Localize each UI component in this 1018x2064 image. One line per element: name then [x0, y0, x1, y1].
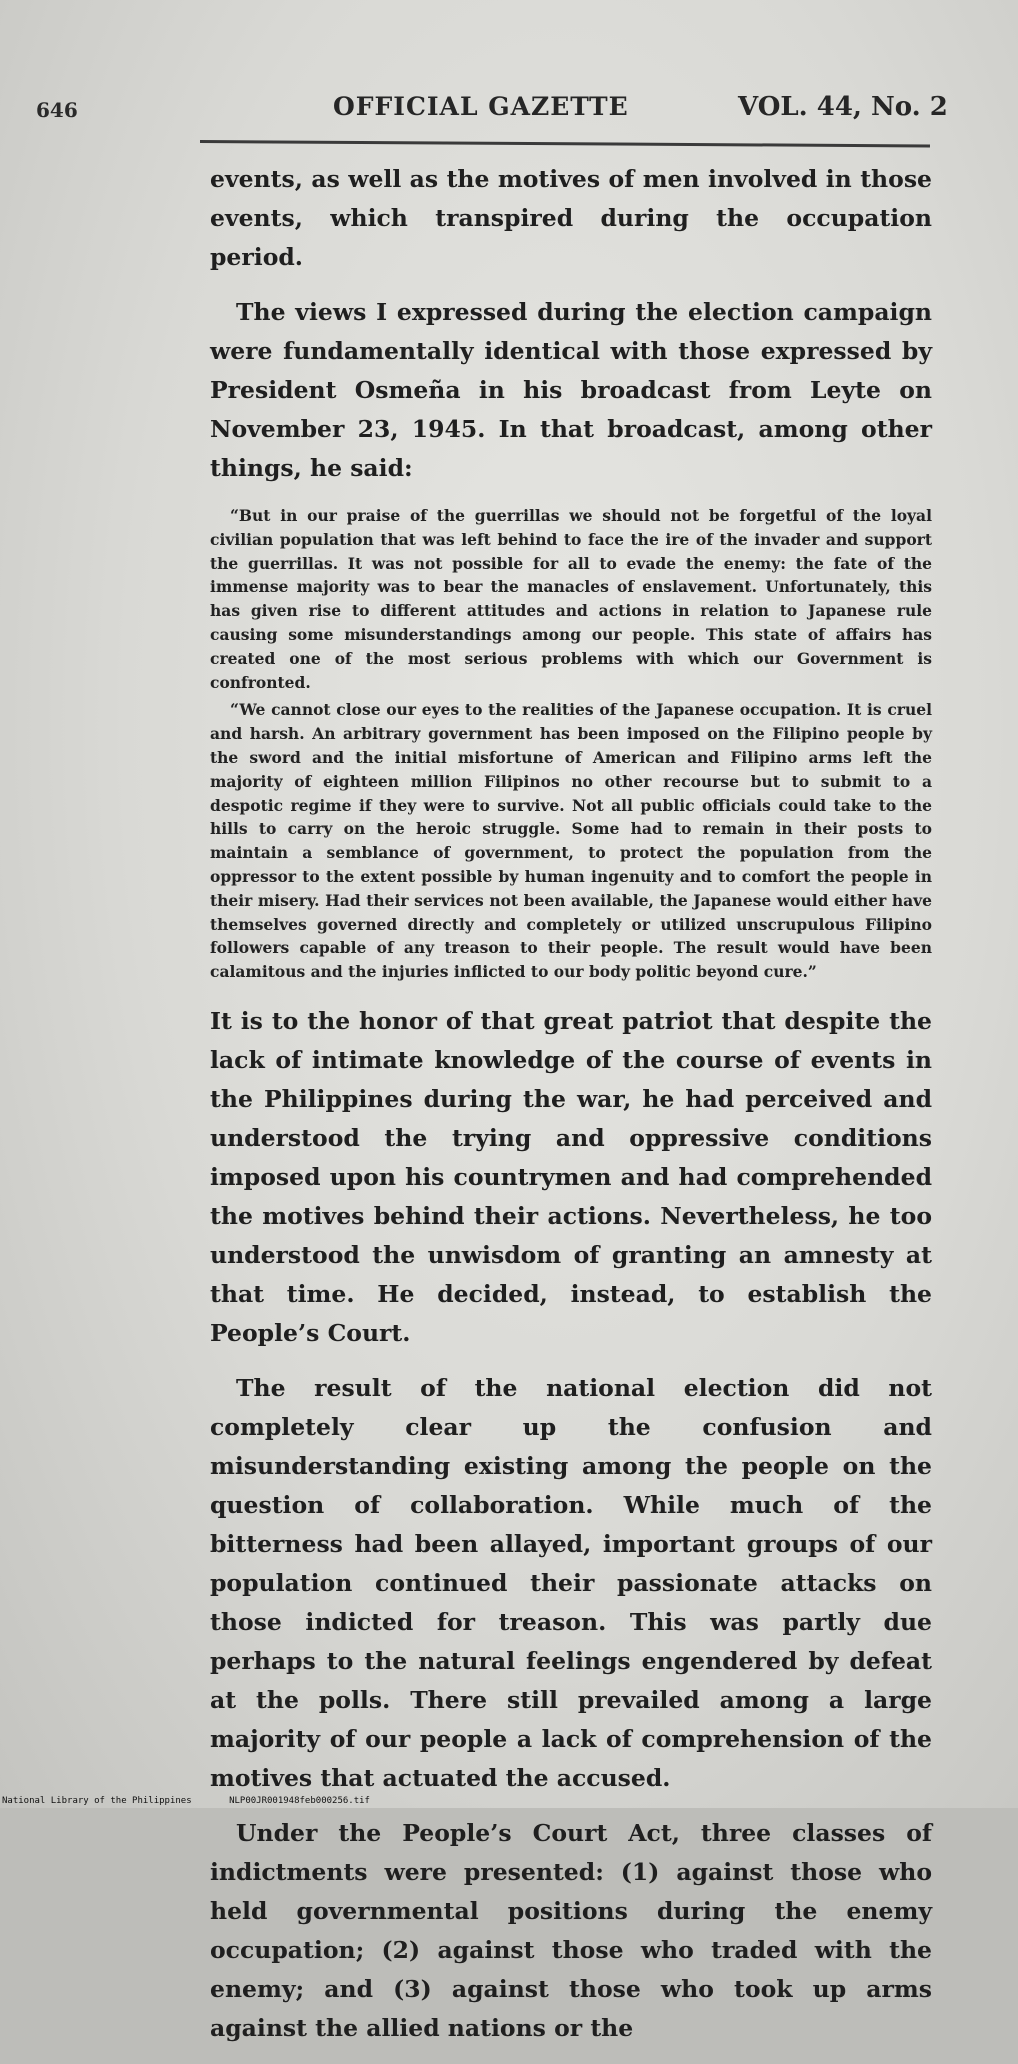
paragraph: events, as well as the motives of men involved in those events, which transpired during the occupation period. [210, 165, 932, 271]
volume-number: VOL. 44, No. 2 [738, 92, 948, 122]
paragraph: The views I expressed during the election campaign were fundamentally identical with those expressed by President Osmeña in his broadcast from Leyte on November 23, 1945. In that broadcast, among other things, he said: [210, 298, 932, 482]
block-quote [210, 504, 932, 984]
paragraph: It is to the honor of that great patriot that despite the lack of intimate knowledge of the course of events in the Philippines during the war, he had perceived and understood the trying and oppressive conditions imposed upon his countrymen and had comprehended the motives behind their actions. Nevertheless, he too understood the unwisdom of granting an amnesty at that time. He decided, instead, to establish the People’s Court. [210, 1006, 932, 1347]
library-credit: National Library of the Philippines [2, 1796, 192, 1806]
paragraph: The result of the national election did not completely clear up the confusion and misunderstanding existing among the people on the question of collaboration. While much of the bitterness had been allayed, important groups of our population continued their passionate attacks on those indicted for treason. This was partly due perhaps to the natural feelings engendered by defeat at the polls. There still prevailed among a large majority of our people a lack of comprehension of the motives that actuated the accused. [210, 1373, 932, 1792]
page-number: 646 [36, 98, 78, 122]
quote-paragraph: “But in our praise of the guerrillas we should not be forgetful of the loyal civilian population that was left behind to face the ire of the invader and support the guerrillas. It was not possible for all to evade the enemy: the fate of the immense majority was to bear the manacles of enslavement. Unfortunately, this has given rise to different attitudes and actions in relation to Japanese rule causing some misunderstandings among our people. This state of affairs has created one of the most serious problems with which our Government is confronted. [210, 506, 932, 692]
article-body [210, 160, 932, 2064]
scan-footer [2, 1796, 402, 1806]
publication-title: OFFICIAL GAZETTE [333, 92, 629, 121]
quote-paragraph: “We cannot close our eyes to the realities of the Japanese occupation. It is cruel and harsh. An arbitrary government has been imposed on the Filipino people by the sword and the initial misfortune of American and Filipino arms left the majority of eighteen million Filipinos no other recourse but to submit to a despotic regime if they were to survive. Not all public officials could take to the hills to carry on the heroic struggle. Some had to remain in their posts to maintain a semblance of government, to protect the population from the oppressor to the extent possible by human ingenuity and to comfort the people in their misery. Had their services not been available, the Japanese would either have themselves governed directly and completely or utilized unscrupulous Filipino followers capable of any treason to their people. The result would have been calamitous and the injuries inflicted to our body politic beyond cure.” [210, 700, 932, 982]
file-id: NLP00JR001948feb000256.tif [229, 1796, 370, 1806]
paragraph: Under the People’s Court Act, three classes of indictments were presented: (1) against those who held governmental positions during the enemy occupation; (2) against those who traded with the enemy; and (3) against those who took up arms against the allied nations or the [210, 1818, 932, 2042]
header-rule [200, 140, 930, 147]
running-header [0, 88, 1018, 138]
